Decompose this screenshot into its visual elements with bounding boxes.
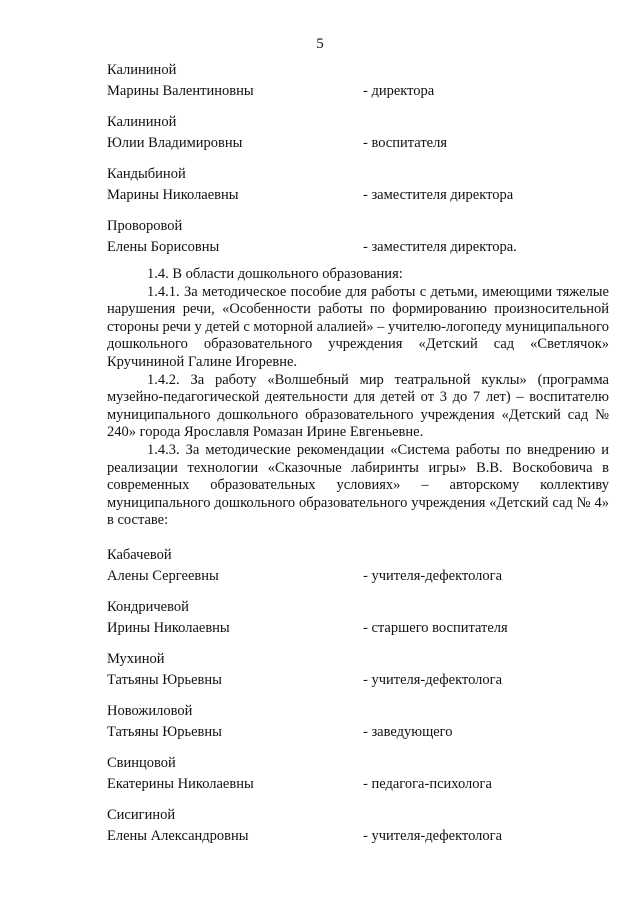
person-role: - старшего воспитателя <box>363 620 508 636</box>
person-surname: Свинцовой <box>107 755 176 771</box>
person-given-name: Марины Николаевны <box>107 187 239 203</box>
person-given-name: Марины Валентиновны <box>107 83 254 99</box>
person-surname: Кондричевой <box>107 599 189 615</box>
person-given-name: Татьяны Юрьевны <box>107 672 222 688</box>
person-surname: Калининой <box>107 62 177 78</box>
person-entry <box>107 597 567 639</box>
person-entry <box>107 164 567 206</box>
person-entry <box>107 216 567 258</box>
person-role: - заведующего <box>363 724 453 740</box>
person-given-name: Елены Александровны <box>107 828 249 844</box>
page-number: 5 <box>316 36 324 52</box>
person-role: - директора <box>363 83 435 99</box>
person-given-name: Елены Борисовны <box>107 239 220 255</box>
person-surname: Новожиловой <box>107 703 193 719</box>
person-entry <box>107 649 567 691</box>
paragraph-1-4-2: 1.4.2. За работу «Волшебный мир театральной куклы» (программа музейно-педагогической деятельности для детей от 3 до 7 лет) – воспитателю муниципального дошкольного образовательного учреждения «Детский сад № 240» города Ярославля Ромазан Ирине Евгеньевне. <box>107 371 609 441</box>
person-role: - заместителя директора. <box>363 239 517 255</box>
person-given-name: Юлии Владимировны <box>107 135 243 151</box>
person-entry <box>107 545 567 587</box>
person-given-name: Екатерины Николаевны <box>107 776 254 792</box>
person-entry <box>107 60 567 102</box>
person-surname: Калининой <box>107 114 177 130</box>
person-role: - учителя-дефектолога <box>363 568 503 584</box>
section-1-4 <box>107 266 609 530</box>
section-heading: 1.4. В области дошкольного образования: <box>147 266 403 282</box>
person-surname: Мухиной <box>107 651 165 667</box>
person-surname: Кабачевой <box>107 547 172 563</box>
person-given-name: Ирины Николаевны <box>107 620 230 636</box>
person-role: - педагога-психолога <box>363 776 492 792</box>
person-given-name: Татьяны Юрьевны <box>107 724 222 740</box>
person-role: - воспитателя <box>363 135 448 151</box>
person-surname: Проворовой <box>107 218 183 234</box>
person-given-name: Алены Сергеевны <box>107 568 219 584</box>
person-role: - заместителя директора <box>363 187 514 203</box>
person-entry <box>107 112 567 154</box>
paragraph-1-4-1: 1.4.1. За методическое пособие для работы с детьми, имеющими тяжелые нарушения речи, «Особенности работы по формированию произносительной стороны речи у детей с моторной алалией» – учителю-логопеду муниципального дошкольного образовательного учреждения «Детский сад «Светлячок» Кручининой Галине Игоревне. <box>107 283 609 370</box>
person-surname: Кандыбиной <box>107 166 186 182</box>
person-role: - учителя-дефектолога <box>363 828 503 844</box>
person-entry <box>107 753 567 795</box>
person-entry <box>107 701 567 743</box>
person-role: - учителя-дефектолога <box>363 672 503 688</box>
person-entry <box>107 805 567 847</box>
paragraph-1-4-3: 1.4.3. За методические рекомендации «Система работы по внедрению и реализации технологии «Сказочные лабиринты игры» В.В. Воскобовича в современных образовательных условиях» – авторскому коллективу муниципального дошкольного образовательного учреждения «Детский сад № 4» в составе: <box>107 441 609 529</box>
person-surname: Сисигиной <box>107 807 176 823</box>
